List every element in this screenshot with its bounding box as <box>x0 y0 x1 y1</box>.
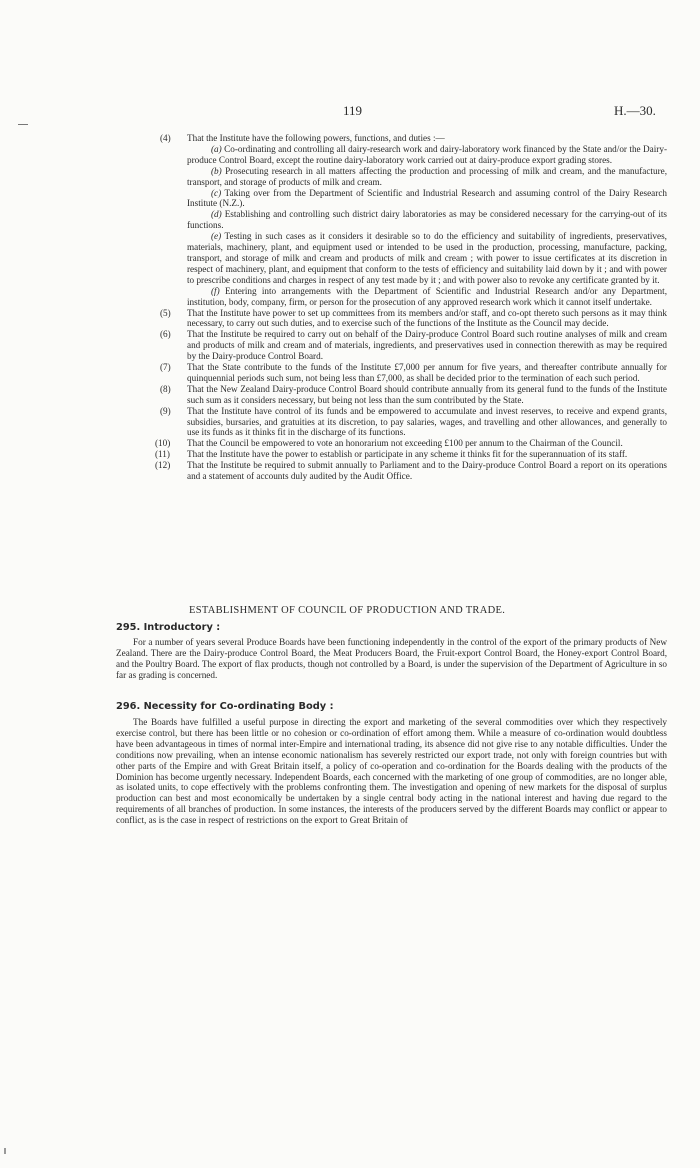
clause-text: That the Institute have the following powers, functions, and duties :— <box>187 133 445 143</box>
paragraph-coordinating-body: The Boards have fulfilled a useful purpose in directing the export and marketing of the several commodities over which they respectively exercise control, but there has been little or no cohesion or co-ordination of effort among them. While a measure of co-ordination would doubtless have been advantageous in times of normal inter-Empire and international trading, its absence did not give rise to any notable difficulties. Under the conditions now prevailing, when an intense economic nationalism has severely restricted our export trade, not only with foreign countries but with other parts of the Empire and with Great Britain itself, a policy of co-operation and co-ordination for the Boards dealing with the products of the Dominion has become urgently necessary. Independent Boards, each concerned with the marketing of one group of commodities, are no longer able, as isolated units, to cope effectively with the problems confronting them. The investigation and opening of new markets for the disposal of surplus production can best and most economically be undertaken by a single central body acting in the national interest and having due regard to the requirements of all branches of production. In some instances, the interests of the producers served by the different Boards may conflict or appear to conflict, as is the case in respect of restrictions on the export to Great Britain of <box>116 717 667 826</box>
clause-number: (7) <box>160 362 171 373</box>
clause-10 <box>155 438 667 449</box>
clause-text: That the State contribute to the funds of the Institute £7,000 per annum for five years, and thereafter contribute annually for quinquennial periods such sum, not being less than £7,000, as shall be decided prior to the termination of each such period. <box>187 362 667 383</box>
clause-number: (12) <box>155 460 171 471</box>
document-reference: H.—30. <box>614 103 656 118</box>
page-number: 119 <box>343 103 363 118</box>
clause-7 <box>160 362 667 384</box>
clause-subitem-d: (d) Establishing and controlling such district dairy laboratories as may be considered necessary for the carrying-out of its functions. <box>187 209 668 231</box>
clause-text: That the Institute be required to submit annually to Parliament and to the Dairy-produce Control Board a report on its operations and a statement of accounts duly audited by the Audit Office. <box>187 460 667 482</box>
clause-text: That the Institute have the power to establish or participate in any scheme it thinks fit for the superannuation of its staff. <box>187 449 628 460</box>
clause-subitem-c: (c) Taking over from the Department of Scientific and Industrial Research and assuming control of the Dairy Research Institute (N.Z.). <box>187 187 667 209</box>
clause-9 <box>160 406 667 439</box>
clause-text: That the Institute be required to carry out on behalf of the Dairy-produce Control Board such routine analyses of milk and cream and products of milk and cream and of materials, ingredients, and preservatives used in connection therewith as may be required by the Dairy-produce Control Board. <box>187 329 667 362</box>
clause-number: (11) <box>155 449 170 460</box>
clause-subitem-e: (e) Testing in such cases as it considers it desirable so to do the efficiency and suitability of ingredients, preservatives, materials, machinery, plant, and equipment used or intended to be used in the production, processing, manufacture, packing, transport, and storage of milk and cream and products of milk and cream ; with power to issue certificates at its discretion in respect of machinery, plant, and equipment that conform to the tests of efficiency and suitability laid down by it ; and with power to prescribe conditions and charges in respect of any test made by it ; and with power also to revoke any certificate granted by it. <box>187 231 667 285</box>
clause-12 <box>155 460 667 482</box>
margin-mark <box>18 124 28 125</box>
clause-8 <box>160 384 667 406</box>
subsection-heading-introductory: 295. Introductory : <box>116 622 221 633</box>
clause-list <box>155 133 668 482</box>
fold-mark <box>4 1148 6 1154</box>
clause-4 <box>160 133 667 308</box>
clause-5 <box>160 308 667 330</box>
clause-number: (10) <box>155 438 171 449</box>
clause-number: (6) <box>160 329 171 340</box>
clause-6 <box>160 329 667 362</box>
clause-number: (8) <box>160 383 171 394</box>
subsection-heading-coordinating-body: 296. Necessity for Co-ordinating Body : <box>116 701 334 712</box>
clause-text: That the Council be empowered to vote an honorarium not exceeding £100 per annum to the Chairman of the Council. <box>187 438 623 449</box>
clause-subitem-a: (a) Co-ordinating and controlling all dairy-research work and dairy-laboratory work financed by the State and/or the Dairy-produce Control Board, except the routine dairy-laboratory work carried out at dairy-produce export grading stores. <box>187 143 668 165</box>
clause-11 <box>155 449 667 460</box>
clause-subitem-b: (b) Prosecuting research in all matters affecting the production and processing of milk and cream, and the manufacture, transport, and storage of products of milk and cream. <box>187 165 668 187</box>
clause-number: (9) <box>160 405 171 416</box>
paragraph-introductory: For a number of years several Produce Boards have been functioning independently in the control of the export of the primary products of New Zealand. There are the Dairy-produce Control Board, the Meat Producers Board, the Fruit-export Control Board, the Honey-export Control Board, and the Poultry Board. The export of flax products, though not controlled by a Board, is under the supervision of the Department of Agriculture in so far as grading is concerned. <box>116 637 667 680</box>
clause-number: (4) <box>160 133 171 143</box>
clause-text: That the Institute have power to set up committees from its members and/or staff, and co-opt thereto such persons as it may think necessary, to carry out such duties, and to exercise such of the functions of the Institute as the Council may decide. <box>187 307 667 329</box>
clause-text: That the New Zealand Dairy-produce Control Board should contribute annually from its general fund to the funds of the Institute such sum as it considers necessary, but being not less than the sum contributed by the State. <box>187 383 667 405</box>
clause-text: That the Institute have control of its funds and be empowered to accumulate and invest reserves, to receive and expend grants, subsidies, bursaries, and gratuities at its discretion, to pay salaries, wages, and travelling and other allowances, and generally to use its funds as it thinks fit in the discharge of its functions. <box>187 405 667 438</box>
page-header <box>0 103 700 119</box>
section-heading: ESTABLISHMENT OF COUNCIL OF PRODUCTION AND TRADE. <box>189 605 506 616</box>
clause-number: (5) <box>160 307 171 318</box>
clause-subitem-f: (f) Entering into arrangements with the Department of Scientific and Industrial Research and/or any Department, institution, body, company, firm, or person for the prosecution of any approved research work which it cannot itself undertake. <box>187 285 668 307</box>
